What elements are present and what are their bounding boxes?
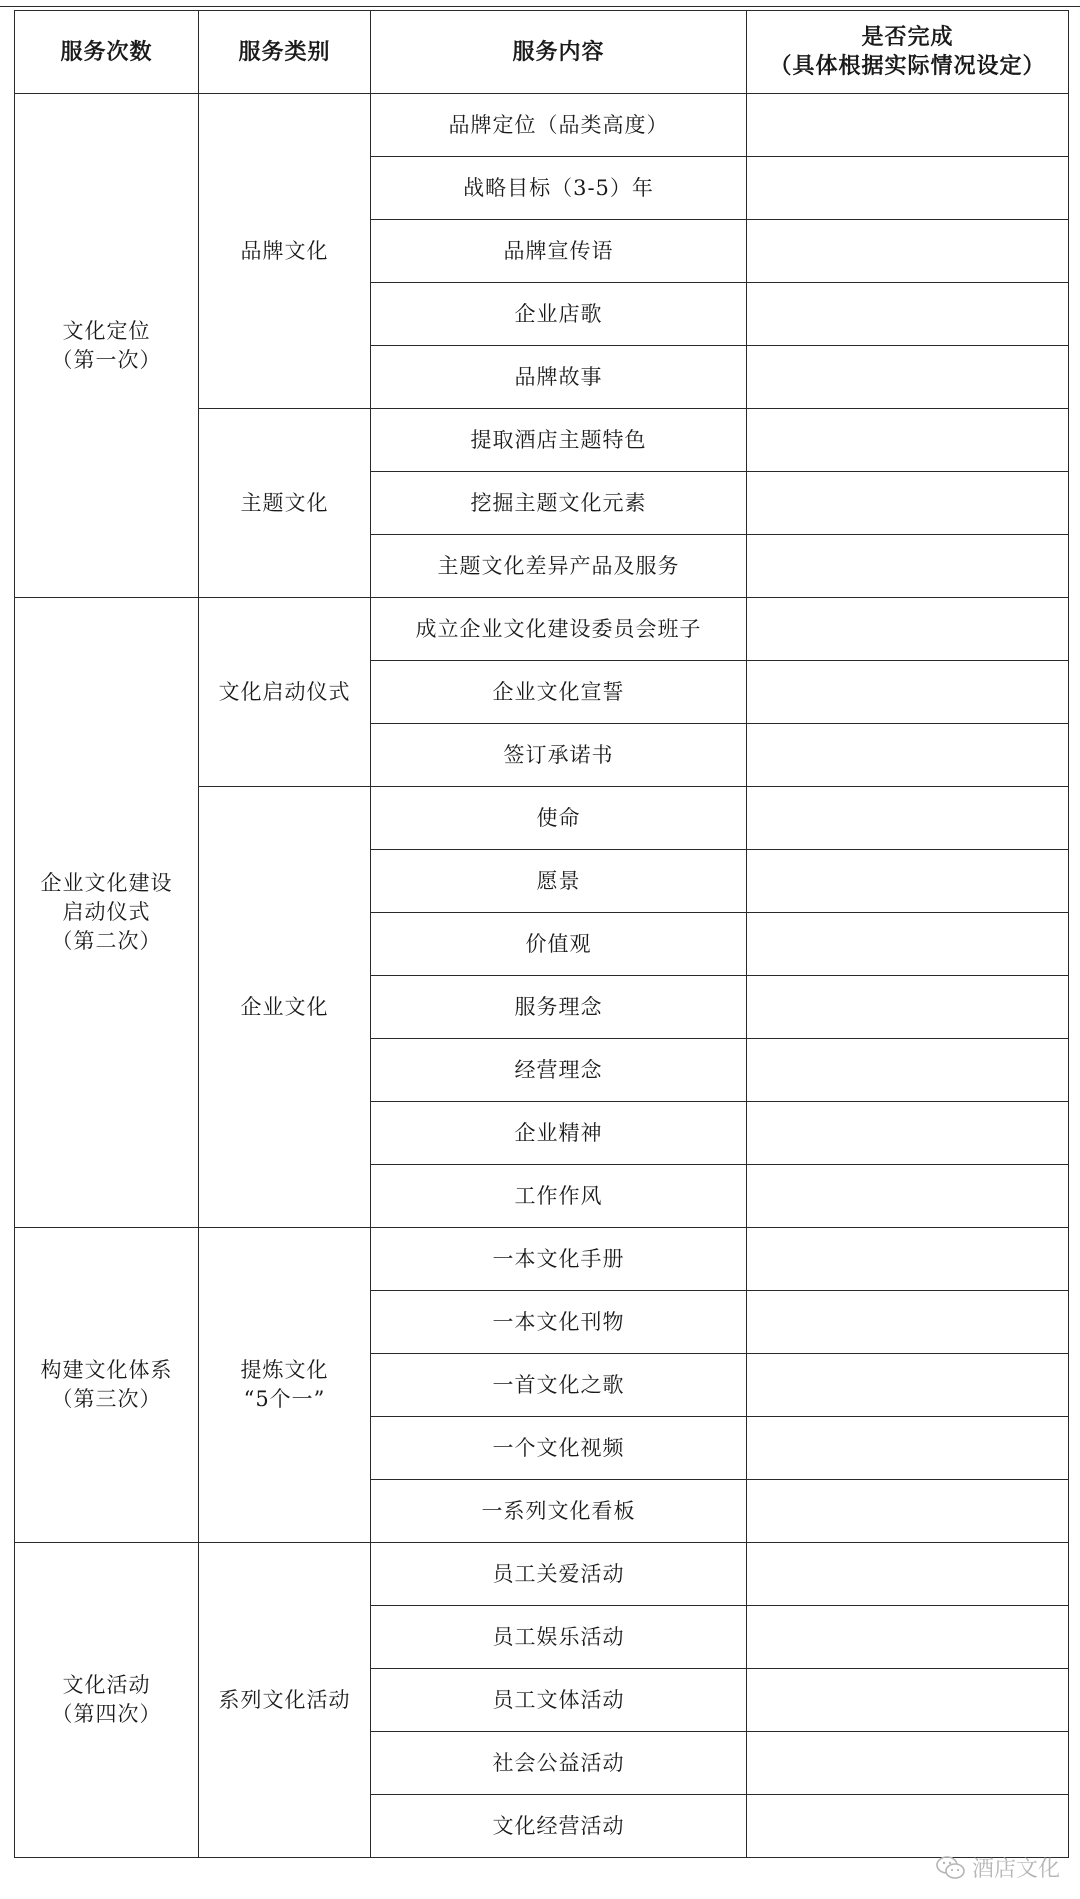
service-content-cell: 企业精神 [371,1102,747,1165]
completion-cell[interactable] [747,472,1069,535]
service-content-cell: 文化经营活动 [371,1795,747,1858]
top-rule [0,0,1080,7]
service-content-cell: 使命 [371,787,747,850]
completion-cell[interactable] [747,1732,1069,1795]
completion-cell[interactable] [747,1480,1069,1543]
service-content-cell: 工作作风 [371,1165,747,1228]
service-content-cell: 签订承诺书 [371,724,747,787]
header-service-category: 服务类别 [199,11,371,94]
service-content-cell: 一系列文化看板 [371,1480,747,1543]
table-row [15,1228,1069,1291]
service-content-cell: 成立企业文化建设委员会班子 [371,598,747,661]
header-service-content: 服务内容 [371,11,747,94]
table-row [15,94,1069,157]
service-content-cell: 一本文化刊物 [371,1291,747,1354]
stage-title: 企业文化建设 [40,871,173,895]
service-content-cell: 一首文化之歌 [371,1354,747,1417]
completion-cell[interactable] [747,1417,1069,1480]
stage-subtitle: （第一次） [51,347,162,372]
completion-cell[interactable] [747,1291,1069,1354]
completion-cell[interactable] [747,1543,1069,1606]
completion-cell[interactable] [747,724,1069,787]
category-cell [199,1543,371,1858]
table-body [15,94,1069,1858]
stage-cell [15,1543,199,1858]
completion-cell[interactable] [747,1039,1069,1102]
category-title: 品牌文化 [240,238,329,263]
completion-cell[interactable] [747,1228,1069,1291]
category-cell [199,409,371,598]
service-content-cell: 员工关爱活动 [371,1543,747,1606]
header-completed [747,11,1069,94]
completion-cell[interactable] [747,535,1069,598]
category-cell [199,787,371,1228]
service-content-cell: 服务理念 [371,976,747,1039]
completion-cell[interactable] [747,1669,1069,1732]
service-content-cell: 品牌故事 [371,346,747,409]
category-cell [199,94,371,409]
completion-cell[interactable] [747,220,1069,283]
service-content-cell: 企业店歌 [371,283,747,346]
completion-cell[interactable] [747,1606,1069,1669]
service-content-cell: 主题文化差异产品及服务 [371,535,747,598]
completion-cell[interactable] [747,913,1069,976]
stage-title: 文化活动 [62,1673,151,1697]
completion-cell[interactable] [747,1795,1069,1858]
wechat-icon [936,1855,966,1881]
header-service-count: 服务次数 [15,11,199,94]
service-table [14,10,1069,1858]
table-row [15,598,1069,661]
service-content-cell: 社会公益活动 [371,1732,747,1795]
completion-cell[interactable] [747,1354,1069,1417]
completion-cell[interactable] [747,598,1069,661]
service-content-cell: 挖掘主题文化元素 [371,472,747,535]
service-content-cell: 价值观 [371,913,747,976]
completion-cell[interactable] [747,157,1069,220]
service-content-cell: 员工文体活动 [371,1669,747,1732]
stage-title: 构建文化体系 [40,1358,173,1382]
service-content-cell: 员工娱乐活动 [371,1606,747,1669]
category-title: 文化启动仪式 [218,679,351,704]
completion-cell[interactable] [747,976,1069,1039]
completion-cell[interactable] [747,1102,1069,1165]
completion-cell[interactable] [747,850,1069,913]
category-title: 系列文化活动 [218,1687,351,1712]
stage-cell [15,1228,199,1543]
watermark [936,1852,1060,1883]
stage-title-line2: 启动仪式 [62,900,151,924]
header-completed-label: 是否完成 [861,24,954,50]
stage-subtitle: （第二次） [51,929,162,953]
stage-title: 文化定位 [62,318,151,343]
stage-cell [15,598,199,1228]
header-completed-note: （具体根据实际情况设定） [769,53,1046,79]
service-content-cell: 一本文化手册 [371,1228,747,1291]
service-content-cell: 一个文化视频 [371,1417,747,1480]
service-content-cell: 品牌宣传语 [371,220,747,283]
service-table-sheet [14,10,1068,1858]
stage-subtitle: （第三次） [51,1387,162,1411]
watermark-text: 酒店文化 [971,1857,1060,1882]
category-title: 提炼文化 [240,1358,329,1382]
service-content-cell: 经营理念 [371,1039,747,1102]
stage-cell [15,94,199,598]
service-content-cell: 品牌定位（品类高度） [371,94,747,157]
category-cell [199,598,371,787]
service-content-cell: 愿景 [371,850,747,913]
category-title: 主题文化 [240,490,329,515]
service-content-cell: 提取酒店主题特色 [371,409,747,472]
category-subtitle: “5个一” [243,1387,326,1411]
completion-cell[interactable] [747,1165,1069,1228]
completion-cell[interactable] [747,283,1069,346]
service-content-cell: 战略目标（3-5）年 [371,157,747,220]
completion-cell[interactable] [747,661,1069,724]
category-title: 企业文化 [240,994,329,1019]
category-cell [199,1228,371,1543]
stage-subtitle: （第四次） [51,1702,162,1726]
service-content-cell: 企业文化宣誓 [371,661,747,724]
completion-cell[interactable] [747,94,1069,157]
completion-cell[interactable] [747,787,1069,850]
header-row [15,11,1069,94]
completion-cell[interactable] [747,409,1069,472]
completion-cell[interactable] [747,346,1069,409]
table-row [15,1543,1069,1606]
